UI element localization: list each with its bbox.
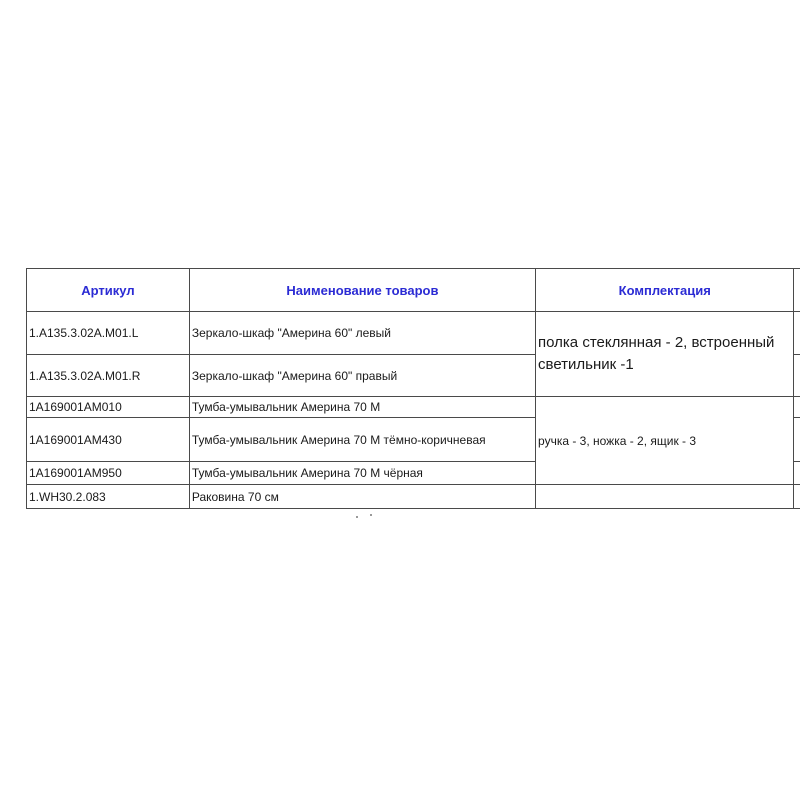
- product-name-cell: Тумба-умывальник Америна 70 М: [189, 397, 535, 418]
- product-spec-table: [26, 268, 800, 509]
- extra-column-cell: [794, 269, 800, 312]
- extra-column-cell: [794, 355, 800, 397]
- table-row: [27, 312, 800, 355]
- sku-cell: 1.A135.3.02A.M01.L: [27, 312, 190, 355]
- scan-artifact: [356, 513, 376, 519]
- sku-cell: 1A169001AM430: [27, 418, 190, 462]
- sku-cell: 1A169001AM950: [27, 462, 190, 485]
- table-row: [27, 485, 800, 509]
- sku-cell: 1.WH30.2.083: [27, 485, 190, 509]
- table-row: [27, 397, 800, 418]
- sku-cell: 1A169001AM010: [27, 397, 190, 418]
- kit-cell: [536, 485, 794, 509]
- kit-cell: полка стеклянная - 2, встроенный светильник -1: [536, 312, 794, 397]
- table-header-row: [27, 269, 800, 312]
- extra-column-cell: [794, 312, 800, 355]
- extra-column-cell: [794, 397, 800, 418]
- header-kit: Комплектация: [536, 269, 794, 312]
- product-name-cell: Тумба-умывальник Америна 70 М чёрная: [189, 462, 535, 485]
- product-name-cell: Зеркало-шкаф "Америна 60" левый: [189, 312, 535, 355]
- sku-cell: 1.A135.3.02A.M01.R: [27, 355, 190, 397]
- kit-cell: ручка - 3, ножка - 2, ящик - 3: [536, 397, 794, 485]
- product-name-cell: Тумба-умывальник Америна 70 М тёмно-коричневая: [189, 418, 535, 462]
- extra-column-cell: [794, 418, 800, 462]
- product-name-cell: Зеркало-шкаф "Америна 60" правый: [189, 355, 535, 397]
- header-product-name: Наименование товаров: [189, 269, 535, 312]
- extra-column-cell: [794, 485, 800, 509]
- product-name-cell: Раковина 70 см: [189, 485, 535, 509]
- header-sku: Артикул: [27, 269, 190, 312]
- extra-column-cell: [794, 462, 800, 485]
